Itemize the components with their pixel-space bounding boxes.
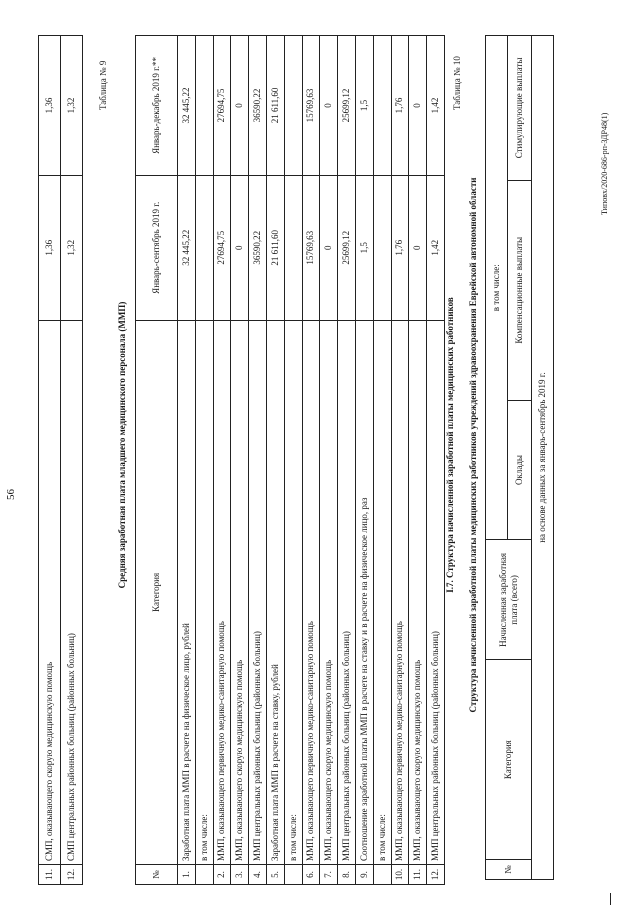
row-value-1: 27694,75 bbox=[213, 175, 231, 320]
table-row bbox=[427, 36, 445, 885]
row-value-1: 36590,22 bbox=[249, 175, 267, 320]
row-number: 2. bbox=[213, 865, 231, 885]
table-10-title: Структура начисленной заработной платы медицинских работников учреждений здравоохранения Еврейской автономной области bbox=[468, 177, 478, 713]
row-value-2 bbox=[373, 36, 391, 176]
row-value-2: 15769,63 bbox=[302, 36, 320, 176]
row-value-1: 0 bbox=[409, 175, 427, 320]
row-category: Заработная плата ММП в расчете на физическое лицо, рублей bbox=[178, 320, 196, 864]
section-17-heading: I.7. Структура начисленной заработной платы медицинских работников bbox=[445, 297, 455, 593]
row-number bbox=[195, 865, 213, 885]
table-header-row bbox=[136, 36, 178, 885]
row-number: 5. bbox=[266, 865, 284, 885]
table-row bbox=[231, 36, 249, 885]
table-row bbox=[302, 36, 320, 885]
header-category: Категория bbox=[136, 320, 178, 864]
row-category: ММП, оказывающего скорую медицинскую помощь bbox=[409, 320, 427, 864]
row-value-1: 1,32 bbox=[61, 175, 83, 320]
row-value-2: 32 445,22 bbox=[178, 36, 196, 176]
row-category: в том числе: bbox=[284, 320, 302, 864]
page-number: 56 bbox=[5, 489, 17, 500]
row-number: 12. bbox=[61, 865, 83, 885]
row-value-2: 0 bbox=[320, 36, 338, 176]
table-row bbox=[391, 36, 409, 885]
row-category: СМП, оказывающего скорую медицинскую помощь bbox=[39, 320, 61, 864]
header-period-1: Январь-сентябрь 2019 г. bbox=[136, 175, 178, 320]
row-value-2: 1,36 bbox=[39, 36, 61, 176]
row-value-2: 21 611,60 bbox=[266, 36, 284, 176]
row-category: Соотношение заработной платы ММП в расчете на ставку и в расчете на физическое лицо, раз bbox=[355, 320, 373, 864]
row-value-1: 15769,63 bbox=[302, 175, 320, 320]
row-category: ММП, оказывающего скорую медицинскую помощь bbox=[320, 320, 338, 864]
row-number: 4. bbox=[249, 865, 267, 885]
table-row bbox=[213, 36, 231, 885]
table-subtitle-row bbox=[532, 36, 554, 880]
row-number: 9. bbox=[355, 865, 373, 885]
row-value-2 bbox=[284, 36, 302, 176]
row-value-2: 0 bbox=[231, 36, 249, 176]
table-9-label: Таблица № 9 bbox=[98, 60, 108, 110]
row-category: СМП центральных районных больниц (районных больниц) bbox=[61, 320, 83, 864]
row-value-2 bbox=[195, 36, 213, 176]
row-value-2: 1,76 bbox=[391, 36, 409, 176]
edge-line bbox=[610, 893, 611, 905]
table-row bbox=[355, 36, 373, 885]
row-category: Заработная плата ММП в расчете на ставку, рублей bbox=[266, 320, 284, 864]
row-number: 11. bbox=[409, 865, 427, 885]
row-value-1: 0 bbox=[320, 175, 338, 320]
row-value-1: 25699,12 bbox=[338, 175, 356, 320]
table-header-row bbox=[486, 36, 508, 880]
table-row bbox=[195, 36, 213, 885]
top-continuation-table bbox=[38, 35, 83, 885]
row-category: ММП, оказывающего первичную медико-санитарную помощь bbox=[302, 320, 320, 864]
header-no: № bbox=[136, 865, 178, 885]
header-salaries: Оклады bbox=[508, 400, 532, 540]
row-category: ММП, оказывающего скорую медицинскую помощь bbox=[231, 320, 249, 864]
row-value-1: 1,36 bbox=[39, 175, 61, 320]
header-compensation: Компенсационные выплаты bbox=[508, 180, 532, 400]
row-number: 7. bbox=[320, 865, 338, 885]
row-value-1: 0 bbox=[231, 175, 249, 320]
table-row bbox=[249, 36, 267, 885]
row-value-1 bbox=[284, 175, 302, 320]
row-value-1 bbox=[195, 175, 213, 320]
header-no: № bbox=[486, 860, 532, 880]
row-category: ММП центральных районных больниц (районных больниц) bbox=[427, 320, 445, 864]
table-row bbox=[373, 36, 391, 885]
row-value-1: 32 445,22 bbox=[178, 175, 196, 320]
header-category: Категория bbox=[486, 660, 532, 860]
row-category: в том числе: bbox=[195, 320, 213, 864]
header-period-2: Январь-декабрь 2019 г.** bbox=[136, 36, 178, 176]
row-number bbox=[373, 865, 391, 885]
header-including: в том числе: bbox=[486, 36, 508, 540]
row-number: 12. bbox=[427, 865, 445, 885]
row-number: 10. bbox=[391, 865, 409, 885]
row-category: в том числе: bbox=[373, 320, 391, 864]
row-value-2: 0 bbox=[409, 36, 427, 176]
table-row bbox=[409, 36, 427, 885]
table-row bbox=[61, 36, 83, 885]
row-value-2: 25699,12 bbox=[338, 36, 356, 176]
row-value-1: 1,5 bbox=[355, 175, 373, 320]
row-value-1 bbox=[373, 175, 391, 320]
row-category: ММП, оказывающего первичную медико-санитарную помощь bbox=[391, 320, 409, 864]
table-row bbox=[266, 36, 284, 885]
row-value-2: 1,32 bbox=[61, 36, 83, 176]
row-number: 3. bbox=[231, 865, 249, 885]
table-row bbox=[39, 36, 61, 885]
row-category: ММП центральных районных больниц (районных больниц) bbox=[338, 320, 356, 864]
footer-code: Типовх/2020-686-рп-ЗДР48(1) bbox=[600, 112, 609, 215]
header-incentive: Стимулирующие выплаты bbox=[508, 36, 532, 181]
row-value-2: 27694,75 bbox=[213, 36, 231, 176]
table-row bbox=[284, 36, 302, 885]
table-9-title: Средняя заработная плата младшего медицинского персонала (ММП) bbox=[117, 301, 127, 589]
row-number: 8. bbox=[338, 865, 356, 885]
table-row bbox=[338, 36, 356, 885]
row-value-2: 36590,22 bbox=[249, 36, 267, 176]
table-10-subtitle: на основе данных за январь-сентябрь 2019 г. bbox=[532, 36, 554, 880]
row-category: ММП центральных районных больниц (районных больниц) bbox=[249, 320, 267, 864]
row-value-2: 1,42 bbox=[427, 36, 445, 176]
row-number: 6. bbox=[302, 865, 320, 885]
row-number: 1. bbox=[178, 865, 196, 885]
table-10-label: Таблица № 10 bbox=[452, 56, 462, 110]
row-number bbox=[284, 865, 302, 885]
table-10 bbox=[485, 35, 554, 880]
row-value-1: 1,76 bbox=[391, 175, 409, 320]
row-value-2: 1,5 bbox=[355, 36, 373, 176]
row-number: 11. bbox=[39, 865, 61, 885]
row-category: ММП, оказывающего первичную медико-санитарную помощь bbox=[213, 320, 231, 864]
table-row bbox=[178, 36, 196, 885]
table-row bbox=[320, 36, 338, 885]
row-value-1: 21 611,60 bbox=[266, 175, 284, 320]
table-9-body bbox=[177, 35, 445, 885]
row-value-1: 1,42 bbox=[427, 175, 445, 320]
header-total: Начисленная заработная плата (всего) bbox=[486, 540, 532, 660]
table-9 bbox=[135, 35, 178, 885]
